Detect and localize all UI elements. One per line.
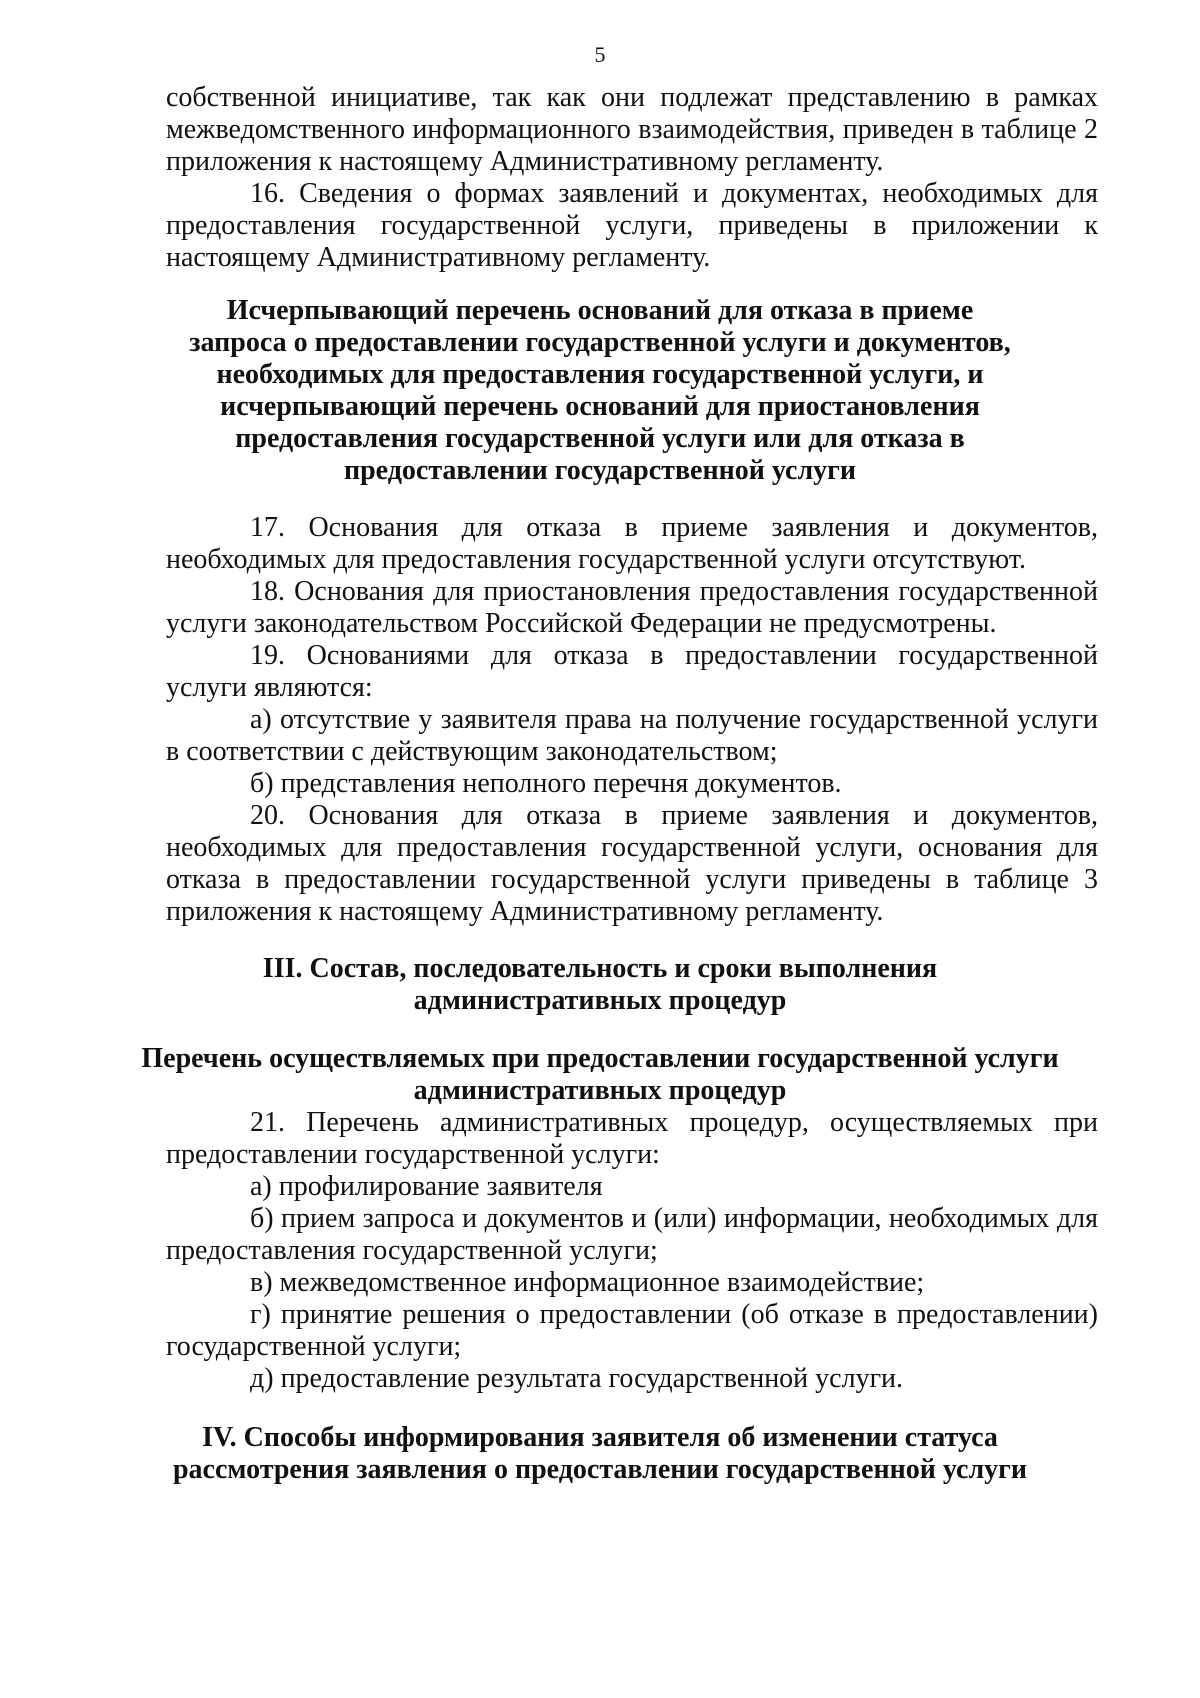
- list-item-line: д) предоставление результата государственной услуги.: [250, 1363, 904, 1394]
- list-item-line: б) представления неполного перечня документов.: [250, 768, 842, 799]
- paragraph-20-line: 20. Основания для отказа в приеме заявления и документов,: [250, 800, 1098, 831]
- list-item-line: государственной услуги;: [166, 1331, 462, 1362]
- section-heading-line: Исчерпывающий перечень оснований для отказа в приеме: [226, 295, 974, 326]
- subsection-title-line: Перечень осуществляемых при предоставлении государственной услуги: [141, 1043, 1059, 1074]
- list-item-line: в) межведомственное информационное взаимодействие;: [250, 1267, 925, 1298]
- section-3-title-line: III. Состав, последовательность и сроки выполнения: [262, 953, 938, 984]
- paragraph-20-line: отказа в предоставлении государственной услуги приведены в таблице 3: [166, 864, 1098, 895]
- list-item-line: а) профилирование заявителя: [250, 1171, 603, 1202]
- list-item-line: б) прием запроса и документов и (или) информации, необходимых для: [250, 1203, 1098, 1234]
- paragraph-16-line: 16. Сведения о формах заявлений и документах, необходимых для: [250, 178, 1098, 209]
- paragraph-16-line: предоставления государственной услуги, приведены в приложении к: [166, 210, 1098, 241]
- paragraph-17-line: необходимых для предоставления государственной услуги отсутствуют.: [166, 544, 1026, 575]
- section-4-title-line: IV. Способы информирования заявителя об изменении статуса: [202, 1422, 998, 1453]
- section-3-title-line: административных процедур: [413, 985, 787, 1016]
- section-heading-line: предоставления государственной услуги или для отказа в: [235, 423, 965, 454]
- paragraph-19-line: 19. Основаниями для отказа в предоставлении государственной: [250, 640, 1098, 671]
- paragraph-20-line: приложения к настоящему Административному регламенту.: [166, 896, 884, 927]
- paragraph-16-line: настоящему Административному регламенту.: [166, 242, 711, 273]
- section-heading-line: предоставлении государственной услуги: [343, 455, 857, 486]
- list-item-line: г) принятие решения о предоставлении (об отказе в предоставлении): [250, 1299, 1098, 1330]
- paragraph-21-line: предоставлении государственной услуги:: [166, 1139, 660, 1170]
- subsection-title-line: административных процедур: [413, 1075, 787, 1106]
- list-item-line: а) отсутствие у заявителя права на получение государственной услуги: [250, 704, 1098, 735]
- paragraph-18-line: услуги законодательством Российской Федерации не предусмотрены.: [166, 608, 997, 639]
- paragraph-17-line: 17. Основания для отказа в приеме заявления и документов,: [250, 512, 1098, 543]
- paragraph-line: собственной инициативе, так как они подлежат представлению в рамках: [166, 82, 1098, 113]
- paragraph-18-line: 18. Основания для приостановления предоставления государственной: [250, 576, 1098, 607]
- section-heading-line: исчерпывающий перечень оснований для приостановления: [220, 391, 980, 422]
- paragraph-line: приложения к настоящему Административному регламенту.: [166, 146, 884, 177]
- paragraph-20-line: необходимых для предоставления государственной услуги, основания для: [166, 832, 1098, 863]
- list-item-line: предоставления государственной услуги;: [166, 1235, 658, 1266]
- section-heading-line: необходимых для предоставления государственной услуги, и: [216, 359, 984, 390]
- list-item-line: в соответствии с действующим законодательством;: [166, 736, 778, 767]
- section-heading-line: запроса о предоставлении государственной услуги и документов,: [189, 327, 1011, 358]
- page-number: 5: [594, 42, 606, 67]
- paragraph-21-line: 21. Перечень административных процедур, осуществляемых при: [250, 1107, 1098, 1138]
- paragraph-19-line: услуги являются:: [166, 672, 373, 703]
- paragraph-line: межведомственного информационного взаимодействия, приведен в таблице 2: [166, 114, 1098, 145]
- section-4-title-line: рассмотрения заявления о предоставлении государственной услуги: [172, 1454, 1027, 1485]
